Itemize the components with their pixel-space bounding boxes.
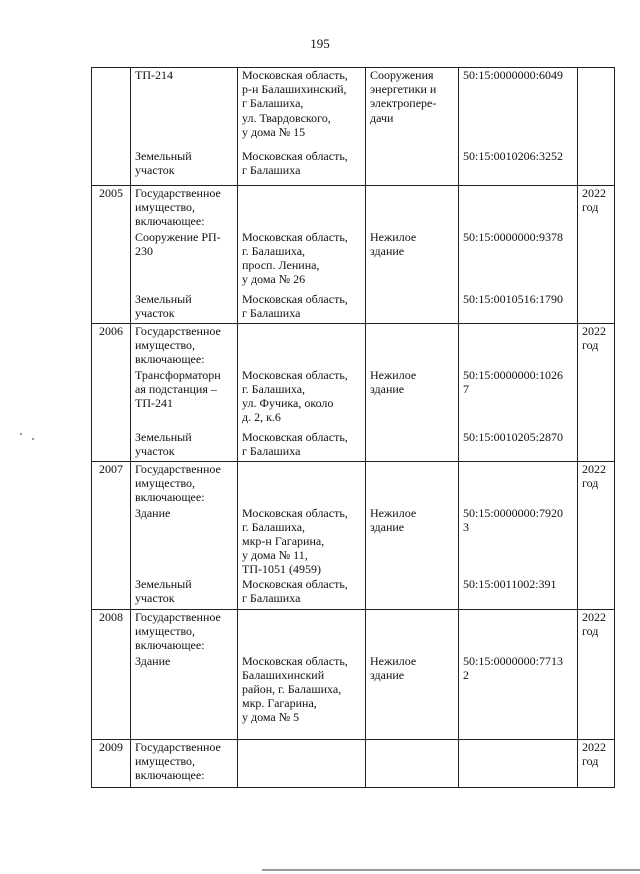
year-cell-empty: [578, 368, 615, 430]
row-number: 2006: [92, 324, 131, 368]
object-type-cell: [366, 462, 459, 506]
scan-artifact-dot: [32, 438, 34, 440]
cadastral-number-cell: [459, 462, 578, 506]
object-name-cell: Здание: [131, 654, 238, 740]
table-row: [92, 186, 615, 230]
address-cell: [238, 610, 366, 654]
object-type-cell: Нежилое здание: [366, 368, 459, 430]
year-cell: [578, 68, 615, 149]
object-name-cell: Земельный участок: [131, 149, 238, 186]
row-number: 2007: [92, 462, 131, 506]
table-row: [92, 610, 615, 654]
cadastral-number-cell: 50:15:0011002:391: [459, 577, 578, 610]
object-type-cell: [366, 577, 459, 610]
year-cell-empty: [578, 654, 615, 740]
year-cell-empty: [578, 230, 615, 292]
address-cell: Московская область, г Балашиха: [238, 149, 366, 186]
row-number: 2008: [92, 610, 131, 654]
row-number-empty: [92, 368, 131, 430]
object-name-cell: Здание: [131, 506, 238, 577]
address-cell: Московская область, г Балашиха: [238, 292, 366, 324]
cadastral-number-cell: [459, 610, 578, 654]
object-name-cell: Земельный участок: [131, 430, 238, 462]
object-type-cell: [366, 610, 459, 654]
object-type-cell: [366, 324, 459, 368]
year-cell: 2022 год: [578, 186, 615, 230]
object-type-cell: Нежилое здание: [366, 230, 459, 292]
table-row: [92, 506, 615, 577]
object-type-cell: Нежилое здание: [366, 654, 459, 740]
year-cell: 2022 год: [578, 740, 615, 788]
cadastral-number-cell: 50:15:0010516:1790: [459, 292, 578, 324]
cadastral-number-cell: [459, 740, 578, 788]
property-group-header: Государственное имущество, включающее:: [131, 186, 238, 230]
object-name-cell: Земельный участок: [131, 292, 238, 324]
table-row: [92, 654, 615, 740]
address-cell: Московская область, г. Балашиха, мкр-н Гагарина, у дома № 11, ТП-1051 (4959): [238, 506, 366, 577]
object-type-cell: [366, 740, 459, 788]
object-type-cell: [366, 186, 459, 230]
cadastral-number-cell: 50:15:0010206:3252: [459, 149, 578, 186]
cadastral-number-cell: 50:15:0000000:6049: [459, 68, 578, 149]
year-cell: 2022 год: [578, 324, 615, 368]
table-row: [92, 740, 615, 788]
object-type-cell: [366, 430, 459, 462]
object-name-cell: Сооружение РП- 230: [131, 230, 238, 292]
object-type-cell: [366, 149, 459, 186]
row-number: 2009: [92, 740, 131, 788]
table-row: [92, 230, 615, 292]
object-type-cell: Нежилое здание: [366, 506, 459, 577]
year-cell: 2022 год: [578, 610, 615, 654]
year-cell-empty: [578, 506, 615, 577]
year-cell-empty: [578, 577, 615, 610]
object-type-cell: Сооружения энергетики и электропере- дачи: [366, 68, 459, 149]
table-row: [92, 68, 615, 149]
table-body: [92, 68, 615, 788]
table-row: [92, 324, 615, 368]
year-cell: 2022 год: [578, 462, 615, 506]
address-cell: Московская область, г Балашиха: [238, 430, 366, 462]
row-number: [92, 68, 131, 149]
address-cell: [238, 186, 366, 230]
address-cell: Московская область, г. Балашиха, просп. Ленина, у дома № 26: [238, 230, 366, 292]
object-name-cell: ТП-214: [131, 68, 238, 149]
address-cell: Московская область, Балашихинский район, г. Балашиха, мкр. Гагарина, у дома № 5: [238, 654, 366, 740]
row-number-empty: [92, 430, 131, 462]
property-register-table: [91, 67, 615, 788]
year-cell-empty: [578, 292, 615, 324]
cadastral-number-cell: [459, 186, 578, 230]
cadastral-number-cell: 50:15:0010205:2870: [459, 430, 578, 462]
page-number: 195: [310, 36, 330, 51]
scan-artifact-line: [262, 869, 640, 871]
property-group-header: Государственное имущество, включающее:: [131, 610, 238, 654]
row-number: 2005: [92, 186, 131, 230]
object-type-cell: [366, 292, 459, 324]
object-name-cell: Земельный участок: [131, 577, 238, 610]
table-row: [92, 430, 615, 462]
object-name-cell: Трансформаторн ая подстанция – ТП-241: [131, 368, 238, 430]
table-row: [92, 368, 615, 430]
row-number-empty: [92, 149, 131, 186]
row-number-empty: [92, 230, 131, 292]
property-group-header: Государственное имущество, включающее:: [131, 462, 238, 506]
table-row: [92, 149, 615, 186]
property-group-header: Государственное имущество, включающее:: [131, 324, 238, 368]
cadastral-number-cell: 50:15:0000000:7713 2: [459, 654, 578, 740]
address-cell: [238, 462, 366, 506]
cadastral-number-cell: 50:15:0000000:9378: [459, 230, 578, 292]
year-cell-empty: [578, 149, 615, 186]
row-number-empty: [92, 292, 131, 324]
cadastral-number-cell: 50:15:0000000:7920 3: [459, 506, 578, 577]
address-cell: Московская область, г. Балашиха, ул. Фучика, около д. 2, к.6: [238, 368, 366, 430]
address-cell: [238, 740, 366, 788]
address-cell: Московская область, р-н Балашихинский, г Балашиха, ул. Твардовского, у дома № 15: [238, 68, 366, 149]
table-row: [92, 292, 615, 324]
year-cell-empty: [578, 430, 615, 462]
scan-artifact-dot: [20, 433, 22, 435]
table-row: [92, 462, 615, 506]
table-row: [92, 577, 615, 610]
property-group-header: Государственное имущество, включающее:: [131, 740, 238, 788]
address-cell: Московская область, г Балашиха: [238, 577, 366, 610]
cadastral-number-cell: 50:15:0000000:1026 7: [459, 368, 578, 430]
row-number-empty: [92, 577, 131, 610]
row-number-empty: [92, 654, 131, 740]
cadastral-number-cell: [459, 324, 578, 368]
address-cell: [238, 324, 366, 368]
row-number-empty: [92, 506, 131, 577]
